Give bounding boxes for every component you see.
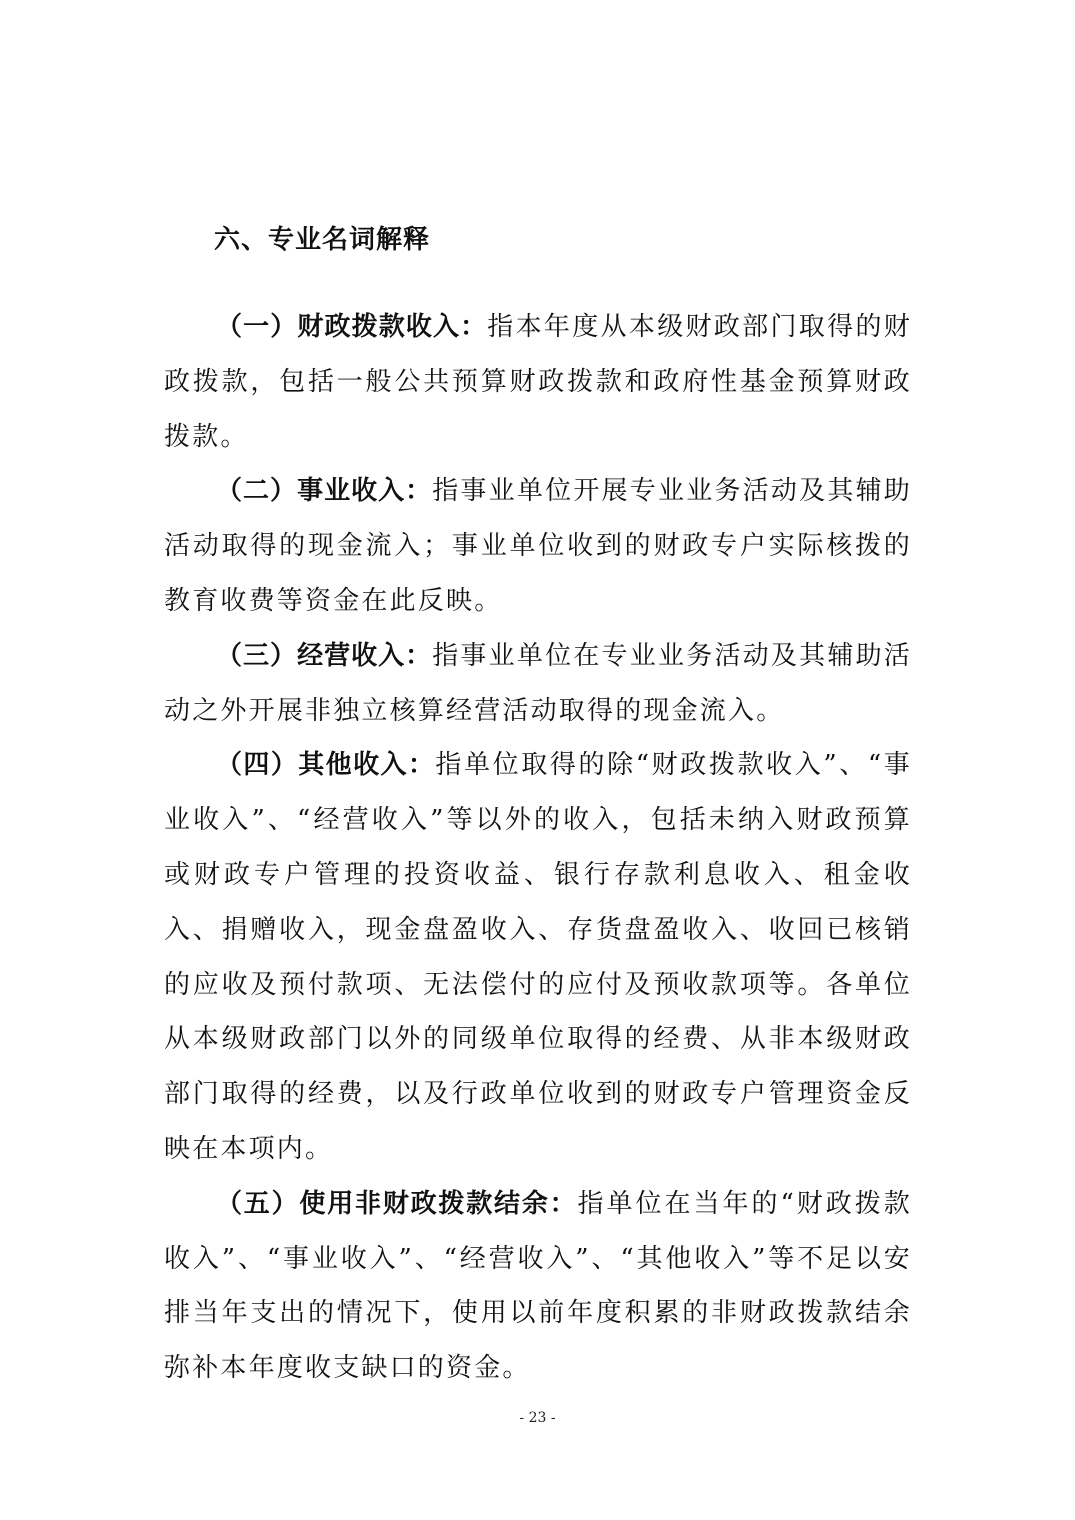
definition-text: 指单位取得的除“财政拨款收入”、“事业收入”、“经营收入”等以外的收入，包括未纳入财政预算或财政专户管理的投资收益、银行存款利息收入、租金收入、捐赠收入，现金盘盈收入、存货盘盈收入、收回已核销的应收及预付款项、无法偿付的应付及预收款项等。各单位从本级财政部门以外的同级单位取得的经费、从非本级财政部门取得的经费，以及行政单位收到的财政专户管理资金反映在本项内。: [164, 750, 912, 1164]
term-label: （二）事业收入：: [216, 476, 433, 507]
document-body: [164, 300, 912, 1396]
definition-paragraph-2: [164, 464, 912, 628]
definition-paragraph-5: [164, 1177, 912, 1396]
definition-text: 指本年度从本级财政部门取得的财政拨款，包括一般公共预算财政拨款和政府性基金预算财政拨款。: [164, 312, 912, 452]
page-number: - 23 -: [519, 1410, 556, 1426]
definition-text: 指单位在当年的“财政拨款收入”、“事业收入”、“经营收入”、“其他收入”等不足以安排当年支出的情况下，使用以前年度积累的非财政拨款结余弥补本年度收支缺口的资金。: [164, 1188, 912, 1384]
term-label: （三）经营收入：: [216, 640, 433, 671]
definition-text: 指事业单位开展专业业务活动及其辅助活动取得的现金流入；事业单位收到的财政专户实际核拨的教育收费等资金在此反映。: [164, 476, 912, 616]
section-heading: 六、专业名词解释: [214, 225, 431, 255]
term-label: （四）其他收入：: [216, 750, 436, 781]
definition-paragraph-3: [164, 629, 912, 739]
definition-text: 指事业单位在专业业务活动及其辅助活动之外开展非独立核算经营活动取得的现金流入。: [164, 640, 912, 726]
definition-paragraph-4: [164, 738, 912, 1176]
term-label: （一）财政拨款收入：: [216, 312, 488, 342]
definition-paragraph-1: [164, 300, 912, 464]
term-label: （五）使用非财政拨款结余：: [216, 1188, 578, 1219]
